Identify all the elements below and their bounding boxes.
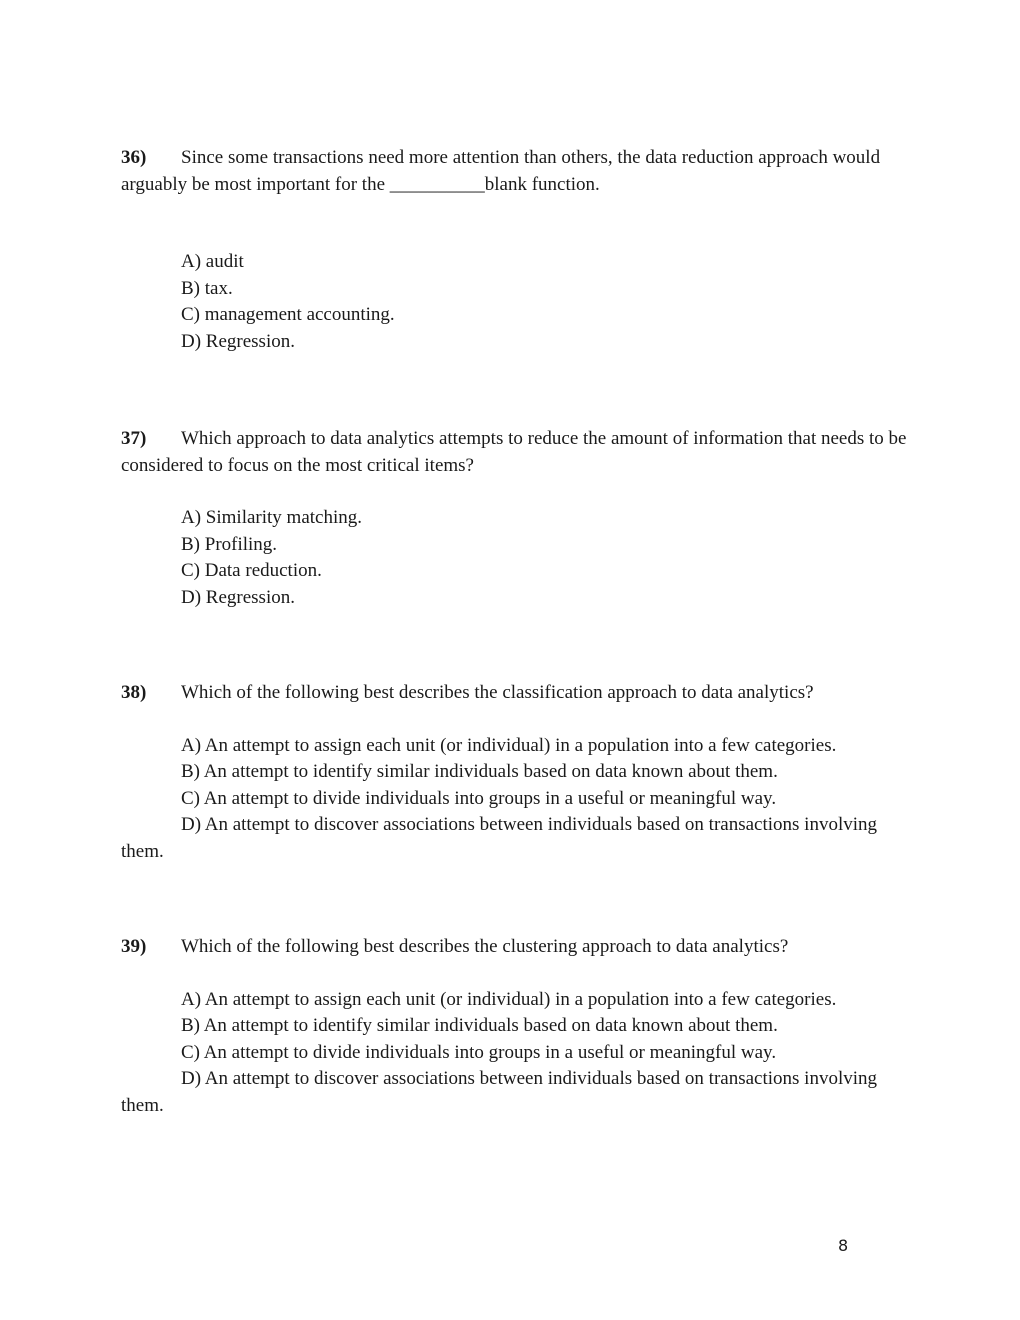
answer-options [121, 249, 911, 355]
answer-option-a: A) An attempt to assign each unit (or individual) in a population into a few categories. [181, 988, 837, 1010]
answer-options [121, 987, 911, 1120]
page-number: 8 [838, 1236, 849, 1255]
answer-option-b: B) An attempt to identify similar individuals based on data known about them. [181, 1015, 778, 1036]
question-number: 39) [121, 936, 147, 957]
answer-option-c: C) An attempt to divide individuals into groups in a useful or meaningful way. [181, 1041, 777, 1063]
question-stem [121, 426, 911, 479]
question-number: 38) [121, 682, 147, 703]
answer-option-b: B) An attempt to identify similar individuals based on data known about them. [181, 761, 778, 782]
answer-option-b: B) Profiling. [181, 533, 278, 555]
question-number: 36) [121, 147, 147, 168]
question-text: Since some transactions need more attention than others, the data reduction approach would arguably be most important for the __________blank function. [121, 147, 881, 195]
answer-option-c: C) management accounting. [181, 304, 395, 325]
question-39 [121, 934, 911, 1119]
question-text: Which of the following best describes the classification approach to data analytics? [181, 682, 814, 703]
question-text: Which approach to data analytics attempts to reduce the amount of information that needs to be considered to focus on the most critical items? [121, 428, 907, 476]
question-36 [121, 145, 911, 355]
answer-option-a: A) An attempt to assign each unit (or individual) in a population into a few categories. [181, 734, 837, 756]
question-text: Which of the following best describes the clustering approach to data analytics? [181, 936, 789, 957]
question-stem [121, 680, 911, 707]
answer-option-b: B) tax. [181, 277, 233, 299]
answer-option-d: D) Regression. [181, 586, 295, 608]
answer-option-d: D) An attempt to discover associations between individuals based on transactions involving them. [121, 814, 878, 862]
answer-option-d: D) Regression. [181, 330, 295, 352]
question-stem [121, 934, 911, 961]
answer-options [121, 733, 911, 866]
answer-option-d: D) An attempt to discover associations between individuals based on transactions involving them. [121, 1068, 878, 1116]
question-stem [121, 145, 911, 198]
answer-options [121, 505, 911, 611]
question-number: 37) [121, 428, 147, 449]
question-37 [121, 426, 911, 611]
answer-option-a: A) Similarity matching. [181, 507, 363, 528]
answer-option-c: C) An attempt to divide individuals into groups in a useful or meaningful way. [181, 787, 777, 809]
answer-option-c: C) Data reduction. [181, 560, 322, 581]
question-38 [121, 680, 911, 865]
answer-option-a: A) audit [181, 251, 244, 272]
